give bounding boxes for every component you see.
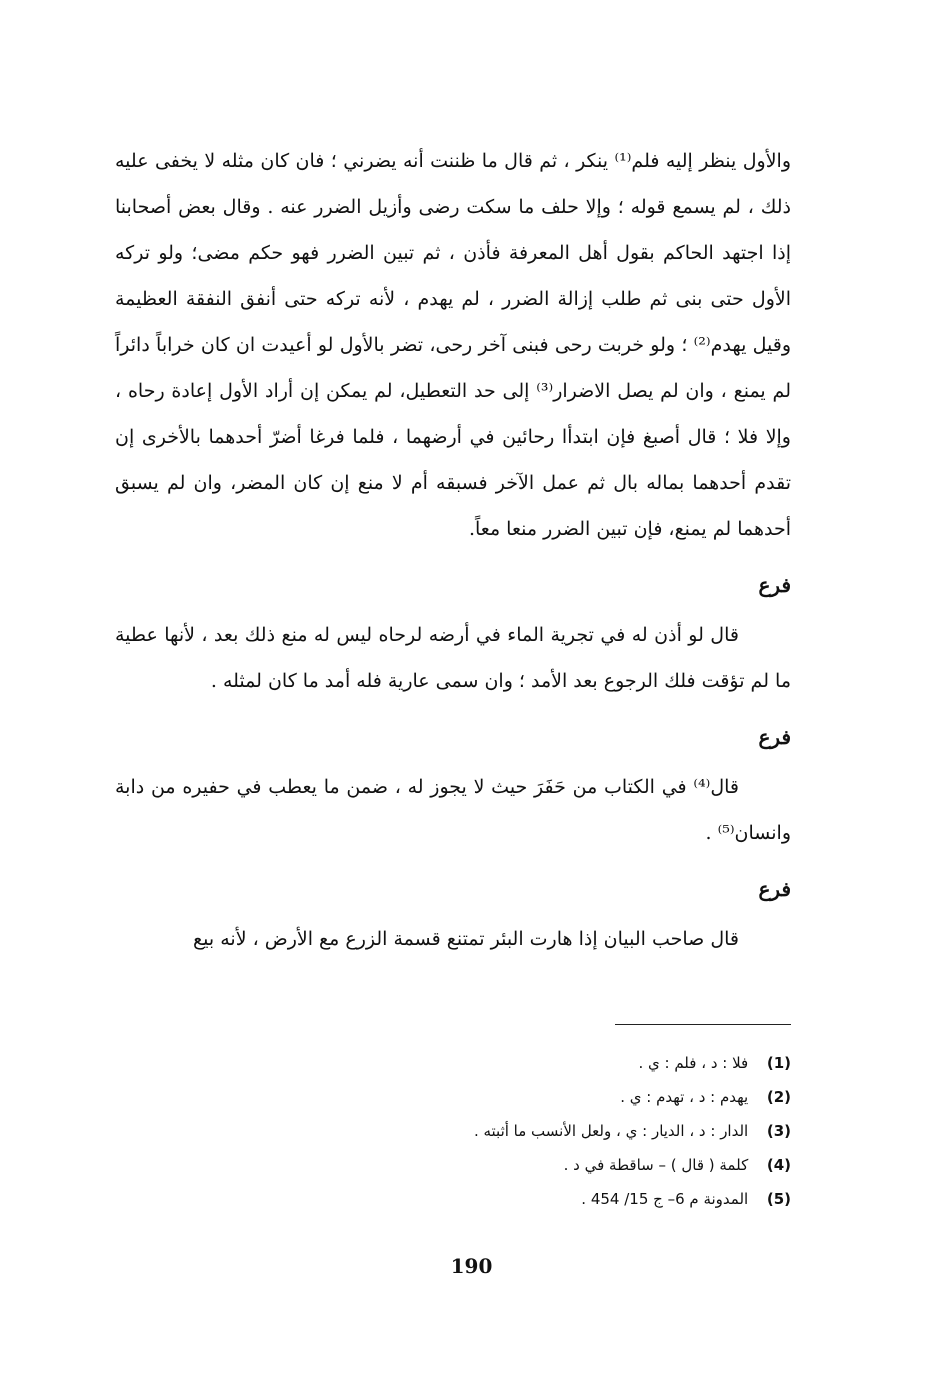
footnote-text: كلمة ( قال ) – ساقطة في د . (563, 1156, 749, 1174)
footnote-number: (2) (766, 1088, 791, 1106)
paragraph-3: قال⁽⁴⁾ في الكتاب من حَفَرَ حيث لا يجوز له ، ضمن ما يعطب في حفيره من دابة وانسان⁽⁵⁾ . (115, 776, 791, 844)
paragraph-1: والأول ينظر إليه فلم⁽¹⁾ ينكر ، ثم قال ما ظننت أنه يضرني ؛ فان كان مثله لا يخفى عليه ذلك ، لم يسمع قوله ؛ وإلا حلف ما سكت رضى وأزيل الضرر عنه . وقال بعض أصحابنا إذا اجتهد الحاكم بقول أهل المعرفة فأذن ، ثم تبين الضرر فهو حكم مضى؛ ولو تركه الأول حتى بنى ثم طلب إزالة الضرر ، لم يهدم ، لأنه تركه حتى أنفق النفقة العظيمة وقيل يهدم⁽²⁾ ؛ ولو خربت رحى فبنى آخر رحى، تضر بالأول لو أعيدت ان كان خراباً دائراً لم يمنع ، وان لم يصل الاضرار⁽³⁾ إلى حد التعطيل، لم يمكن إن أراد الأول إعادة رحاه ، وإلا فلا ؛ قال أصبغ فإن ابتدأا رحائين في أرضهما ، فلما فرغا أضرّ أحدهما بالأخرى إن تقدم أحدهما بماله بال ثم عمل الآخر فسبقه أم لا منع إن كان المضر، وان لم يسبق أحدهما لم يمنع، فإن تبين الضرر منعا معاً. (115, 150, 792, 540)
footnote-number: (3) (766, 1122, 791, 1140)
footnote-item (115, 1114, 791, 1148)
footnote-item (115, 1046, 791, 1080)
paragraph-2: قال لو أذن له في تجرية الماء في أرضه لرحاه ليس له منع ذلك بعد ، لأنها عطية ما لم تؤقت فلك الرجوع بعد الأمد ؛ وان سمى عارية فله أمد ما كان لمثله . (115, 624, 791, 692)
footnote-text: الدار : د ، الديار : ي ، ولعل الأنسب ما أثبته . (473, 1122, 749, 1140)
footnote-number: (4) (766, 1156, 791, 1174)
footnote-number: (5) (766, 1190, 791, 1208)
paragraph-4: قال صاحب البيان إذا هارت البئر تمتنع قسمة الزرع مع الأرض ، لأنه بيع (193, 928, 739, 950)
footnotes (115, 1046, 791, 1216)
page-number: 190 (450, 1254, 493, 1278)
section-heading-1: فرع (758, 573, 791, 597)
section-heading-2: فرع (758, 725, 791, 749)
section-heading-3: فرع (758, 877, 791, 901)
footnote-item (115, 1080, 791, 1114)
footnote-text: يهدم : د ، تهدم : ي . (620, 1088, 749, 1106)
footnote-number: (1) (766, 1054, 791, 1072)
footnote-item (115, 1182, 791, 1216)
footnote-text: فلا : د ، فلم : ي . (638, 1054, 749, 1072)
main-text (115, 138, 791, 962)
footnote-item (115, 1148, 791, 1182)
footnote-separator (615, 1024, 791, 1025)
footnote-text: المدونة م 6– ج 15/ 454 . (581, 1190, 749, 1208)
